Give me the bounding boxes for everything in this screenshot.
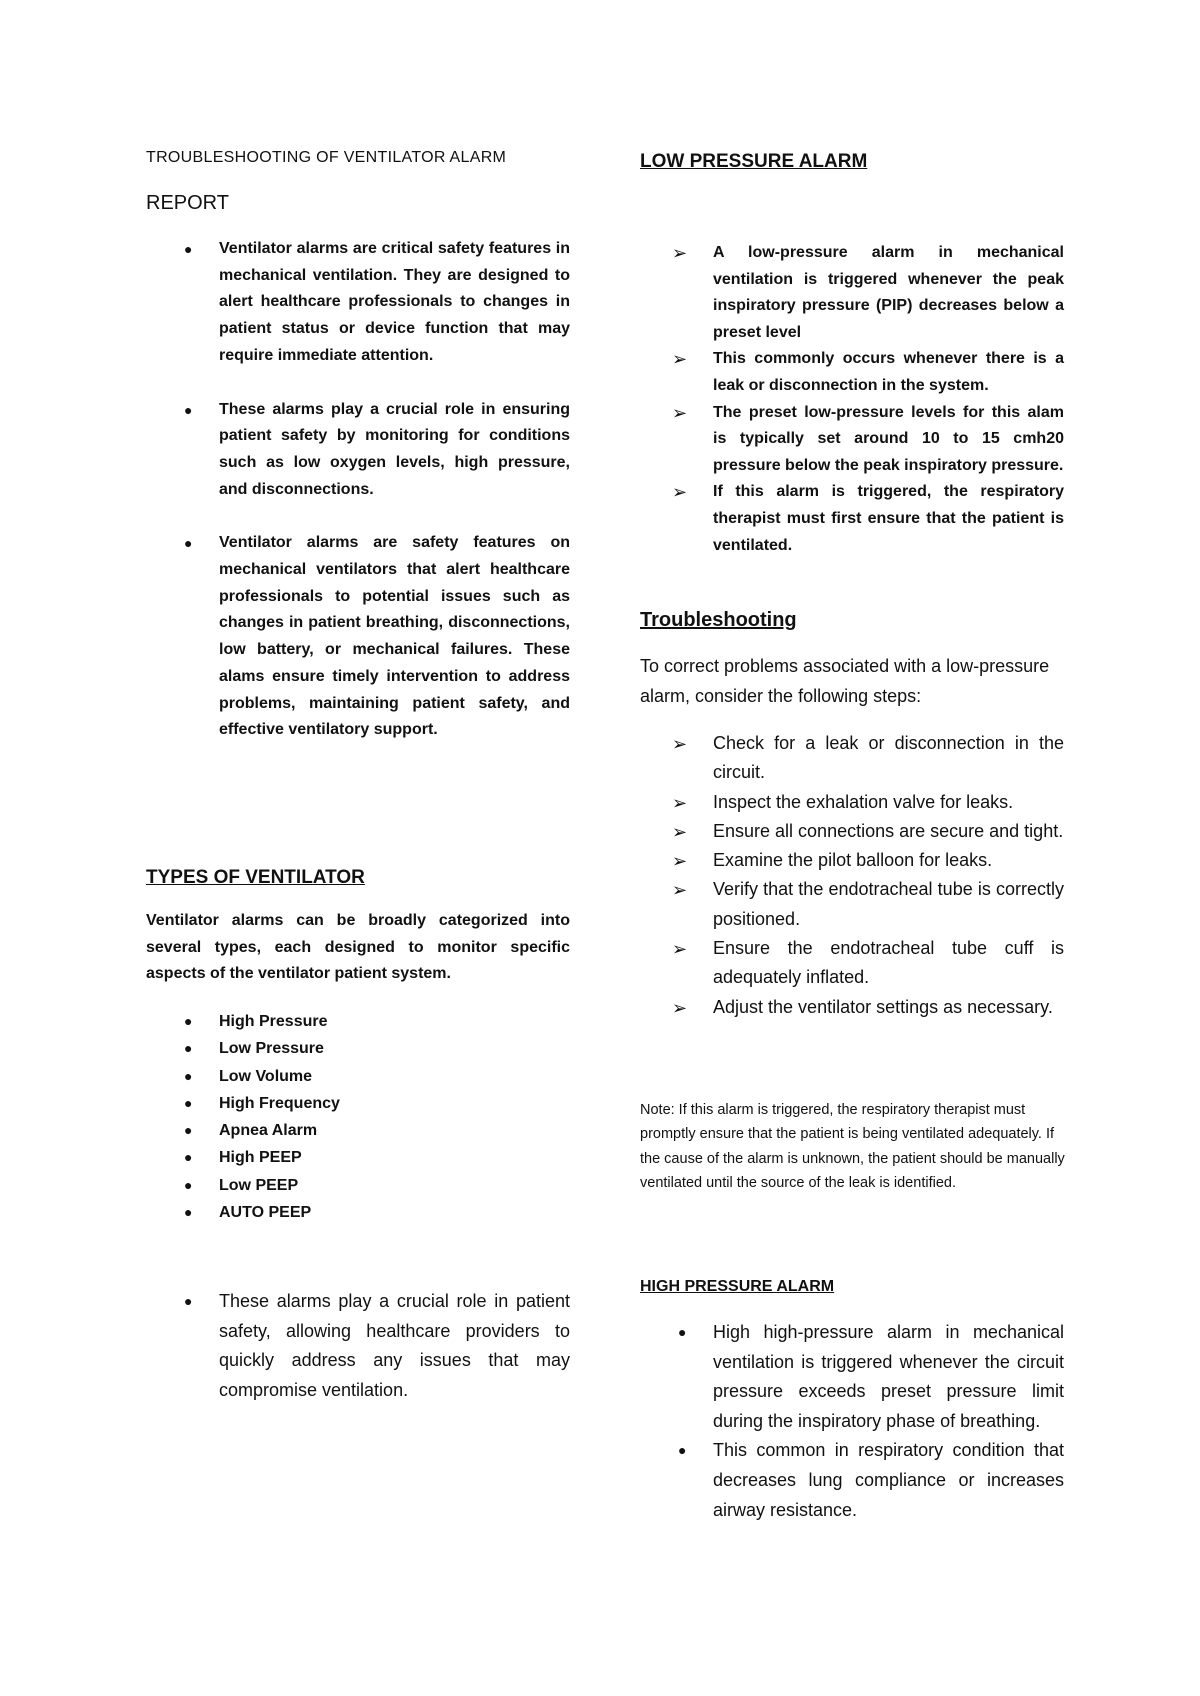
high-pressure-list <box>640 1318 1064 1525</box>
list-item <box>146 1008 570 1035</box>
list-item <box>640 479 1064 559</box>
list-item <box>640 346 1064 399</box>
bullet-dot-icon: ● <box>184 1067 193 1084</box>
bullet-dot-icon: ● <box>184 1149 193 1166</box>
list-item-text: AUTO PEEP <box>219 1204 312 1222</box>
list-item-text: These alarms play a crucial role in patient safety, allowing healthcare providers to quickly address any issues that may compromise ventilation. <box>219 1291 570 1400</box>
list-item-text: Apnea Alarm <box>219 1122 318 1140</box>
list-item <box>640 817 1064 846</box>
closing-bullet-list <box>146 1287 570 1405</box>
arrow-bullet-icon: ➢ <box>672 243 688 263</box>
list-item <box>640 934 1064 993</box>
bullet-dot-icon: ● <box>678 1324 687 1340</box>
list-item <box>146 1172 570 1199</box>
list-item-text: Ensure the endotracheal tube cuff is adequately inflated. <box>713 938 1064 988</box>
list-item <box>640 788 1064 817</box>
list-item <box>146 1287 570 1405</box>
bullet-dot-icon: ● <box>678 1442 687 1459</box>
list-item <box>640 1436 1064 1525</box>
arrow-bullet-icon: ➢ <box>672 880 688 901</box>
list-item <box>640 729 1064 788</box>
list-item-text: High Frequency <box>219 1094 340 1112</box>
troubleshooting-steps-list <box>640 729 1064 1022</box>
list-item <box>146 397 570 504</box>
low-pressure-heading: LOW PRESSURE ALARM <box>640 151 868 172</box>
list-item-text: Examine the pilot balloon for leaks. <box>713 850 993 871</box>
bullet-dot-icon: ● <box>184 1204 193 1221</box>
types-intro-paragraph: Ventilator alarms can be broadly categorized into several types, each designed to monitor specific aspects of the ventilator patient system. <box>146 912 570 982</box>
list-item <box>146 1199 570 1226</box>
list-item-text: Low PEEP <box>219 1176 299 1194</box>
arrow-bullet-icon: ➢ <box>672 821 688 842</box>
list-item-text: Verify that the endotracheal tube is correctly positioned. <box>713 879 1064 929</box>
bullet-dot-icon: ● <box>184 401 193 418</box>
list-item <box>640 846 1064 875</box>
troubleshooting-heading: Troubleshooting <box>640 609 797 631</box>
list-item <box>640 875 1064 934</box>
list-item <box>146 530 570 744</box>
list-item-text: This common in respiratory condition that decreases lung compliance or increases airway resistance. <box>713 1440 1064 1520</box>
list-item <box>146 236 570 370</box>
list-item-text: High Pressure <box>219 1013 328 1030</box>
bullet-dot-icon: ● <box>184 535 193 552</box>
bullet-dot-icon: ● <box>184 241 193 257</box>
list-item <box>146 1090 570 1117</box>
list-item-text: Ventilator alarms are critical safety features in mechanical ventilation. They are designed to alert healthcare professionals to changes in patient status or device function that may require immediate attention. <box>219 240 570 364</box>
list-item-text: These alarms play a crucial role in ensuring patient safety by monitoring for conditions such as low oxygen levels, high pressure, and disconnections. <box>219 400 570 498</box>
bullet-dot-icon: ● <box>184 1293 193 1309</box>
list-item <box>640 993 1064 1022</box>
list-item-text: High PEEP <box>219 1149 302 1167</box>
list-item <box>146 1063 570 1090</box>
list-item-text: This commonly occurs whenever there is a leak or disconnection in the system. <box>713 350 1064 394</box>
bullet-dot-icon: ● <box>184 1122 193 1139</box>
bullet-dot-icon: ● <box>184 1176 193 1193</box>
list-item-text: Low Pressure <box>219 1040 324 1058</box>
list-item-text: Ventilator alarms are safety features on mechanical ventilators that alert healthcare professionals to potential issues such as changes in patient breathing, disconnections, low battery, or mechanical failures. These alams ensure timely intervention to address problems, maintaining patient safety, and effective ventilatory support. <box>219 534 570 739</box>
arrow-bullet-icon: ➢ <box>672 997 688 1018</box>
list-item-text: High high-pressure alarm in mechanical ventilation is triggered whenever the circuit pressure exceeds preset pressure limit during the inspiratory phase of breathing. <box>713 1322 1064 1431</box>
high-pressure-heading: HIGH PRESSURE ALARM <box>640 1278 835 1295</box>
list-item-text: If this alarm is triggered, the respiratory therapist must first ensure that the patient is ventilated. <box>713 483 1064 554</box>
list-item-text: Ensure all connections are secure and tight. <box>713 820 1064 841</box>
arrow-bullet-icon: ➢ <box>672 939 688 960</box>
low-pressure-list <box>640 240 1064 559</box>
list-item-text: Low Volume <box>219 1067 313 1085</box>
bullet-dot-icon: ● <box>184 1040 193 1057</box>
arrow-bullet-icon: ➢ <box>672 792 688 813</box>
list-item <box>640 1318 1064 1436</box>
intro-bullet-list <box>146 236 570 771</box>
list-item-text: Adjust the ventilator settings as necessary. <box>713 996 1053 1017</box>
types-heading: TYPES OF VENTILATOR <box>146 867 365 888</box>
list-item-text: The preset low-pressure levels for this alam is typically set around 10 to 15 cmh20 pressure below the peak inspiratory pressure. <box>713 403 1064 474</box>
arrow-bullet-icon: ➢ <box>672 482 688 503</box>
list-item-text: Inspect the exhalation valve for leaks. <box>713 791 1014 812</box>
arrow-bullet-icon: ➢ <box>672 349 688 370</box>
arrow-bullet-icon: ➢ <box>672 734 688 754</box>
bullet-dot-icon: ● <box>184 1013 193 1029</box>
arrow-bullet-icon: ➢ <box>672 402 688 423</box>
alarm-types-list <box>146 1008 570 1226</box>
list-item <box>146 1117 570 1144</box>
bullet-dot-icon: ● <box>184 1094 193 1111</box>
list-item <box>146 1144 570 1171</box>
list-item-text: A low-pressure alarm in mechanical ventilation is triggered whenever the peak inspiratory pressure (PIP) decreases below a preset level <box>713 244 1064 341</box>
list-item <box>640 240 1064 346</box>
document-subtitle: REPORT <box>146 192 229 214</box>
document-title: TROUBLESHOOTING OF VENTILATOR ALARM <box>146 149 507 166</box>
list-item <box>640 400 1064 480</box>
note-paragraph: Note: If this alarm is triggered, the respiratory therapist must promptly ensure that the patient is being ventilated adequately. If the cause of the alarm is unknown, the patient should be manually ventilated until the source of the leak is identified. <box>640 1102 1065 1191</box>
list-item-text: Check for a leak or disconnection in the circuit. <box>713 733 1064 783</box>
arrow-bullet-icon: ➢ <box>672 851 688 872</box>
list-item <box>146 1035 570 1062</box>
troubleshooting-intro: To correct problems associated with a low-pressure alarm, consider the following steps: <box>640 656 1050 706</box>
